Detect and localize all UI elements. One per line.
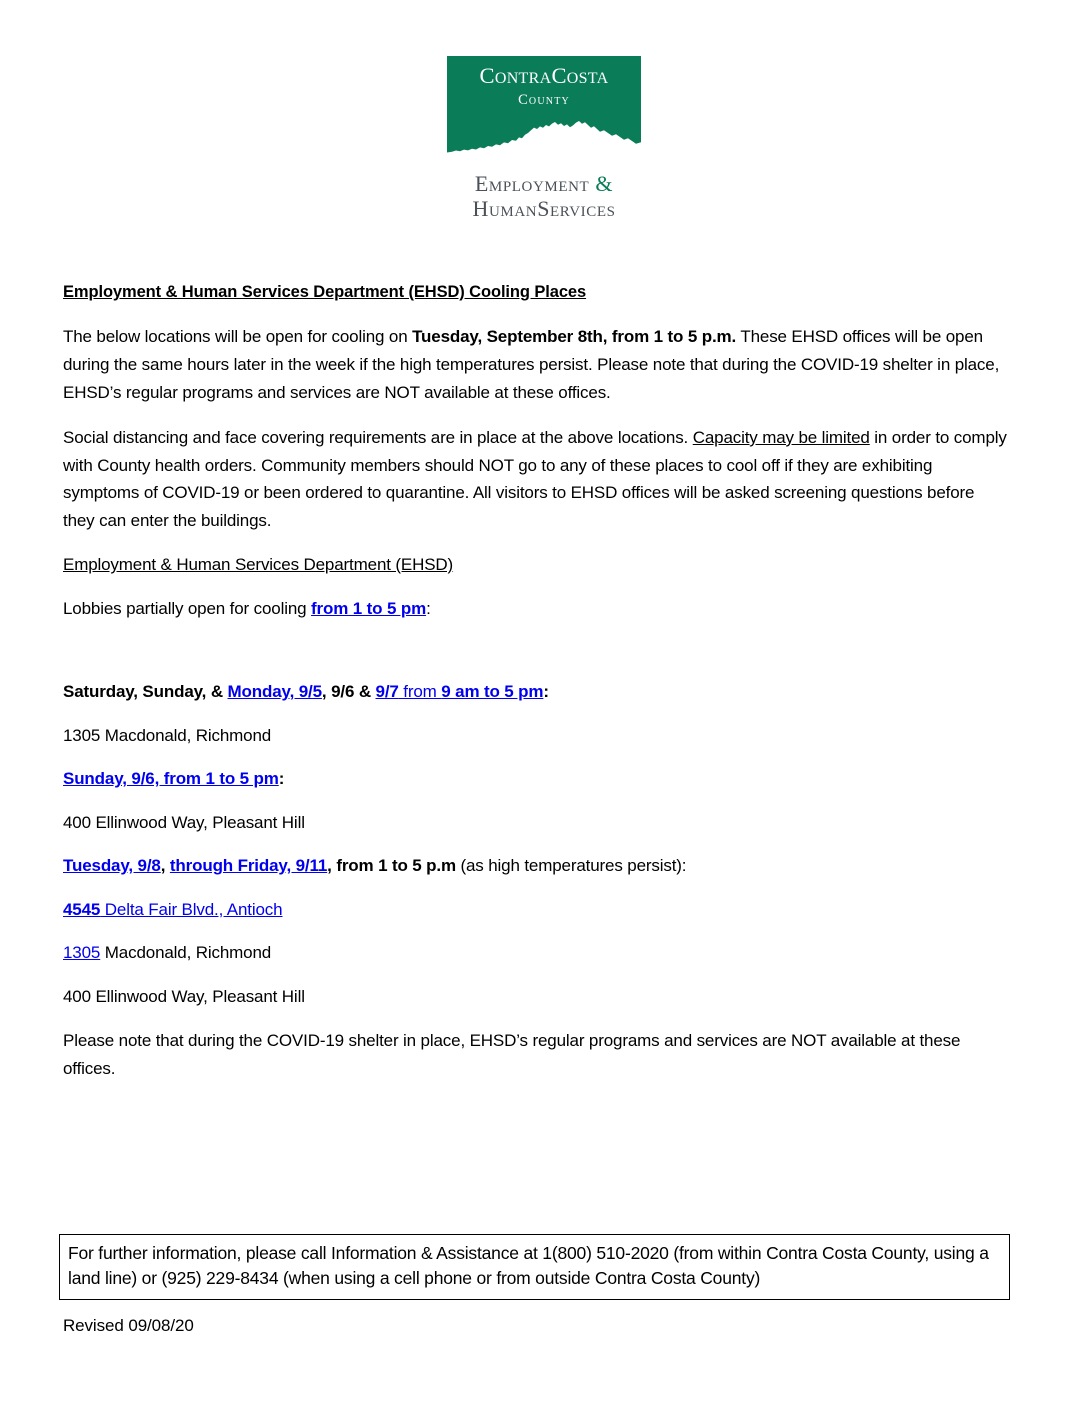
lobbies-hours-link[interactable]: from 1 to 5 pm: [311, 598, 427, 618]
schedule-location-weekend-sep5-7-0-part-0: 1305 Macdonald, Richmond: [63, 725, 272, 745]
schedule-header-tue-sep8-thru-fri-sep11-part-3: , from 1 to 5 p.m: [327, 856, 456, 876]
schedule-header-tue-sep8-thru-fri-sep11-part-2[interactable]: through Friday, 9/11: [169, 856, 328, 876]
schedule-header-weekend-sep5-7-part-3[interactable]: 9/7: [375, 682, 399, 702]
schedule-header-weekend-sep5-7-part-1[interactable]: Monday, 9/5: [227, 682, 322, 702]
mountain-ridge-icon: [447, 118, 641, 160]
schedule-header-weekend-sep5-7: [63, 679, 1007, 705]
agency-logo: [0, 56, 1088, 221]
schedule-location-tue-sep8-thru-fri-sep11-1-part-0[interactable]: 1305: [63, 943, 101, 963]
schedule-header-sunday-sep6-part-1: :: [278, 769, 285, 789]
logo-brand-subtitle: County: [518, 92, 570, 108]
spacer: [63, 639, 1007, 679]
further-information-text: For further information, please call Information & Assistance at 1(800) 510-2020 (from within Contra Costa County, using a land line) or (925) 229-8434 (when using a cell phone or from outside Contra Costa County): [68, 1243, 989, 1288]
section-heading-ehsd: Employment & Human Services Department (EHSD): [63, 555, 454, 575]
lobbies-line: [63, 596, 1007, 622]
schedule-location-tue-sep8-thru-fri-sep11-0: [63, 897, 1007, 923]
schedule-header-tue-sep8-thru-fri-sep11-part-4: (as high temperatures persist):: [455, 856, 687, 876]
schedule-location-sunday-sep6-0-part-0: 400 Ellinwood Way, Pleasant Hill: [63, 812, 305, 832]
schedule-header-tue-sep8-thru-fri-sep11: [63, 853, 1007, 879]
schedule-header-sunday-sep6-part-0[interactable]: Sunday, 9/6, from 1 to 5 pm: [63, 769, 279, 789]
schedule-header-weekend-sep5-7-part-0: Saturday, Sunday, &: [63, 682, 228, 702]
schedule-location-sunday-sep6-0: [63, 810, 1007, 836]
schedule-location-weekend-sep5-7-0: [63, 723, 1007, 749]
document-body: [63, 282, 1007, 1100]
schedule-location-tue-sep8-thru-fri-sep11-2-part-0: 400 Ellinwood Way, Pleasant Hill: [63, 986, 305, 1006]
schedule-header-tue-sep8-thru-fri-sep11-part-1: ,: [160, 856, 170, 876]
schedule-header-tue-sep8-thru-fri-sep11-part-0[interactable]: Tuesday, 9/8: [63, 856, 161, 876]
contra-costa-county-logo-mark: [447, 56, 641, 160]
schedule-location-tue-sep8-thru-fri-sep11-1: [63, 940, 1007, 966]
lobbies-text-b: :: [426, 598, 431, 618]
schedule-header-weekend-sep5-7-part-6: :: [543, 682, 549, 702]
logo-wordmark: [472, 172, 615, 221]
schedule-location-tue-sep8-thru-fri-sep11-2: [63, 984, 1007, 1010]
logo-wordmark-line2: HumanServices: [472, 195, 616, 221]
capacity-limited-underline: Capacity may be limited: [692, 428, 870, 448]
intro-date-time-bold: Tuesday, September 8th, from 1 to 5 p.m.: [412, 327, 737, 347]
schedule-header-weekend-sep5-7-part-4[interactable]: from: [398, 682, 442, 702]
intro-paragraph: [63, 323, 1007, 406]
page-title: Employment & Human Services Department (EHSD) Cooling Places: [63, 283, 587, 301]
schedule-header-sunday-sep6: [63, 766, 1007, 792]
safety-paragraph: [63, 424, 1007, 534]
logo-brand-name: ContraCosta: [479, 63, 609, 88]
intro-text-a: The below locations will be open for cooling on: [63, 327, 413, 347]
schedule-location-tue-sep8-thru-fri-sep11-0-part-0[interactable]: 4545: [63, 899, 101, 919]
schedule-list: [63, 679, 1007, 1009]
schedule-header-weekend-sep5-7-part-5[interactable]: 9 am to 5 pm: [441, 682, 544, 702]
logo-ampersand: &: [595, 171, 614, 196]
revised-date: Revised 09/08/20: [63, 1316, 194, 1335]
closing-note-paragraph: Please note that during the COVID-19 shelter in place, EHSD’s regular programs and services are NOT available at these offices.: [63, 1031, 961, 1078]
logo-wordmark-line1: [472, 172, 615, 197]
intro-text-b: These EHSD offices will be open during the same hours later in the week if the high temperatures persist. Please note that during the COVID-19 shelter in place, EHSD’s regular programs and services are NOT available at these offices.: [63, 327, 1000, 402]
schedule-header-weekend-sep5-7-part-2: , 9/6 &: [321, 682, 376, 702]
safety-text-b: in order to comply with County health orders. Community members should NOT go to any of these places to cool off if they are exhibiting symptoms of COVID-19 or been ordered to quarantine. All visitors to EHSD offices will be asked screening questions before they can enter the buildings.: [63, 428, 1007, 530]
lobbies-text-a: Lobbies partially open for cooling: [63, 598, 312, 618]
logo-word-employment: Employment: [474, 171, 596, 196]
further-information-box: [59, 1234, 1010, 1300]
safety-text-a: Social distancing and face covering requirements are in place at the above locations.: [63, 428, 693, 448]
schedule-location-tue-sep8-thru-fri-sep11-0-part-1[interactable]: Delta Fair Blvd., Antioch: [100, 899, 283, 919]
schedule-location-tue-sep8-thru-fri-sep11-1-part-1: Macdonald, Richmond: [100, 943, 272, 963]
